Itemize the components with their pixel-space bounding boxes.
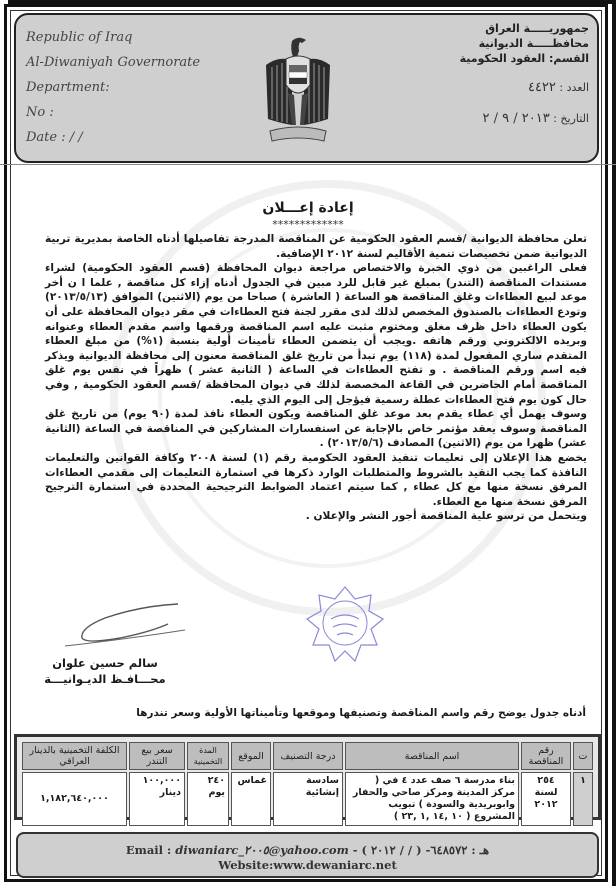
footer (16, 832, 599, 878)
tenders-table-frame (14, 734, 601, 820)
letterhead (14, 13, 599, 163)
paragraph: ويتحمل من ترسو علية المناقصة أجور النشر والإعلان . (305, 510, 587, 523)
governorate-en: Al-Diwaniyah Governorate (26, 55, 201, 70)
footer-separator: - (352, 843, 362, 857)
announcement-body (45, 232, 587, 524)
col-estimated-cost: الكلفة التخمينية بالدينار العراقي (22, 742, 127, 770)
cell-duration: ٢٤٠ يوم (187, 772, 229, 826)
cell-estimated-cost: ١,١٨٢,٦٤٠,٠٠٠ (22, 772, 127, 826)
cell-tender-price: ١٠٠,٠٠٠ دينار (129, 772, 185, 826)
country-en: Republic of Iraq (26, 30, 133, 45)
letterhead-english (26, 25, 226, 150)
reference-number-label: العدد : (559, 81, 589, 94)
email-label: Email : (125, 843, 172, 857)
cell-tender-number: ٢٥٤ لسنة ٢٠١٢ (521, 772, 571, 826)
title-divider-stars: ************* (272, 218, 344, 231)
iraq-eagle-emblem-icon (262, 35, 334, 155)
contracts-department-stamp-icon (305, 585, 385, 665)
department-ar: القسم: العقود الحكومية (459, 52, 589, 65)
table-row (22, 772, 593, 826)
signatory (30, 655, 180, 687)
paragraph: تعلن محافظة الديوانية /قسم العقود الحكومية عن المناقصة المدرجة تفاصيلها أدناه الخاصة بمديرية تربية الديوانية ضمن تخصيصات تنمية الأقاليم لسنة ٢٠١٢ الإضافية. (45, 233, 587, 260)
paragraph: يخضع هذا الإعلان إلى تعليمات تنفيذ العقود الحكومية رقم (١) لسنة ٢٠٠٨ وكافة القوانين والتعليمات النافذة كما يجب التقيد بالشروط والمتطلبات الوارد ذكرها في استمارة التعليمات إلى مقدمي العطاءات المرفق نسخة منها مع كل عطاء , كما سيتم اعتماد الضوابط الترجيحية المحددة في استمارة الترجيح المرفق نسخة منها مع العطاء. (45, 451, 587, 508)
footer-contact-line (18, 842, 597, 858)
website-link[interactable]: Website:www.dewaniarc.net (218, 858, 397, 872)
phone-number: هـ : ٦٤٨٥٧٢- ( / / ٢٠١٢ ) (361, 843, 490, 857)
number-label-en: No : (26, 105, 54, 120)
reference-date-label: التاريخ : (553, 112, 589, 125)
letterhead-arabic (369, 21, 589, 126)
signatory-title: محـــافـظ الديـوانيـــة (44, 672, 166, 686)
col-tender-name: اسم المناقصة (345, 742, 519, 770)
col-duration: المدة التخمينية (187, 742, 229, 770)
reference-number-value: ٤٤٢٢ (527, 80, 556, 95)
cell-classification: سادسة إنشائية (273, 772, 343, 826)
table-header-row (22, 742, 593, 770)
col-tender-number: رقم المناقصة (521, 742, 571, 770)
country-ar: جمهوريـــــة العراق (485, 22, 589, 35)
reference-date-value: ٢٠١٣ / ٩ / ٢ (482, 111, 550, 126)
announcement-title: إعادة إعـــلان (262, 200, 354, 216)
reference-number (369, 80, 589, 95)
col-location: الموقع (231, 742, 271, 770)
paragraph: فعلى الراغبين من ذوي الخبرة والاختصاص مراجعة ديوان المحافظة (قسم العقود الحكومية) لشراء مستندات المناقصة (التندر) بمبلغ غير قابل للرد مبين في الجدول أدناه إزاء كل مناقصة , علما ا ن أخر موعد لبيع العطاءات وغلق المناقصة هو الساعة ( العاشرة ) صباحا من يوم (الاثنين) الموافق (٢٠١٣/٥/١٣) وتودع العطاءات بالصندوق المخصص لذلك لدى مقرر لجنة فتح العطاءات في مقر ديوان المحافظة على أن يكون العطاء داخل ظرف مغلق ومختوم مثبت عليه اسم المناقصة ورقمها واسم مقدم العطاء وعنوانه وبريده الالكتروني ورقم هاتفه .ويجب أن يتضمن العطاء تأمينات أولية بنسبة (١%) من مبلغ العطاء المتقدم ساري المفعول لمدة (١١٨) يوم تبدأ من تاريخ غلق المناقصة معنون إلى محافظة الديوانية ويذكر فيه اسم ورقم المناقصة . و تفتح العطاءات في الساعة ( الثانية عشر ) ظهراً في نفس يوم غلق المناقصة أمام الحاضرين في القاعة المخصصة لذلك في ديوان المحافظة /قسم العقود الحكومية , وفي حال كون يوم فتح العطاءات عطلة رسمية فيؤجل إلى اليوم الذي يليه. (45, 262, 587, 406)
header-divider (0, 164, 616, 165)
col-classification: درجة التصنيف (273, 742, 343, 770)
tenders-table (20, 740, 595, 828)
col-seq: ت (573, 742, 593, 770)
paragraph: وسوف يهمل أي عطاء يقدم بعد موعد غلق المناقصة ويكون العطاء نافذ لمدة (٩٠ يوم) من تاريخ غلق المناقصة وسوف يعقد مؤتمر خاص بالإجابة عن استفسارات المشاركين في المناقصة في الساعة (الثانية عشر) ظهرا من يوم (الاثنين) المصادف (٢٠١٣/٥/٦) . (45, 408, 587, 450)
cell-tender-name: بناء مدرسة ٦ صف عدد ٤ في ( مركز المدينة ومركز صاحي والحفار وابوبريدية والسودة ) تبويب المشروع ( ١٠ ,١٤ ,١ ,٢٣ ) (345, 772, 519, 826)
reference-date (369, 111, 589, 126)
cell-location: غماس (231, 772, 271, 826)
department-label-en: Department: (26, 80, 110, 95)
signatory-name: سالم حسين علوان (52, 656, 158, 670)
cell-seq: ١ (573, 772, 593, 826)
signature-icon (60, 600, 190, 650)
date-label-en: Date : / / (26, 130, 83, 145)
col-tender-price: سعر بيع التندر (129, 742, 185, 770)
governorate-ar: محافظـــــة الديوانية (478, 37, 589, 50)
table-caption: أدناه جدول يوضح رقم واسم المناقصة وتصنيفها وموقعها وتأميناتها الأولية وسعر تندرها (136, 707, 586, 719)
email-link[interactable]: diwaniarc_٢٠٠٥@yahoo.com (175, 843, 349, 857)
